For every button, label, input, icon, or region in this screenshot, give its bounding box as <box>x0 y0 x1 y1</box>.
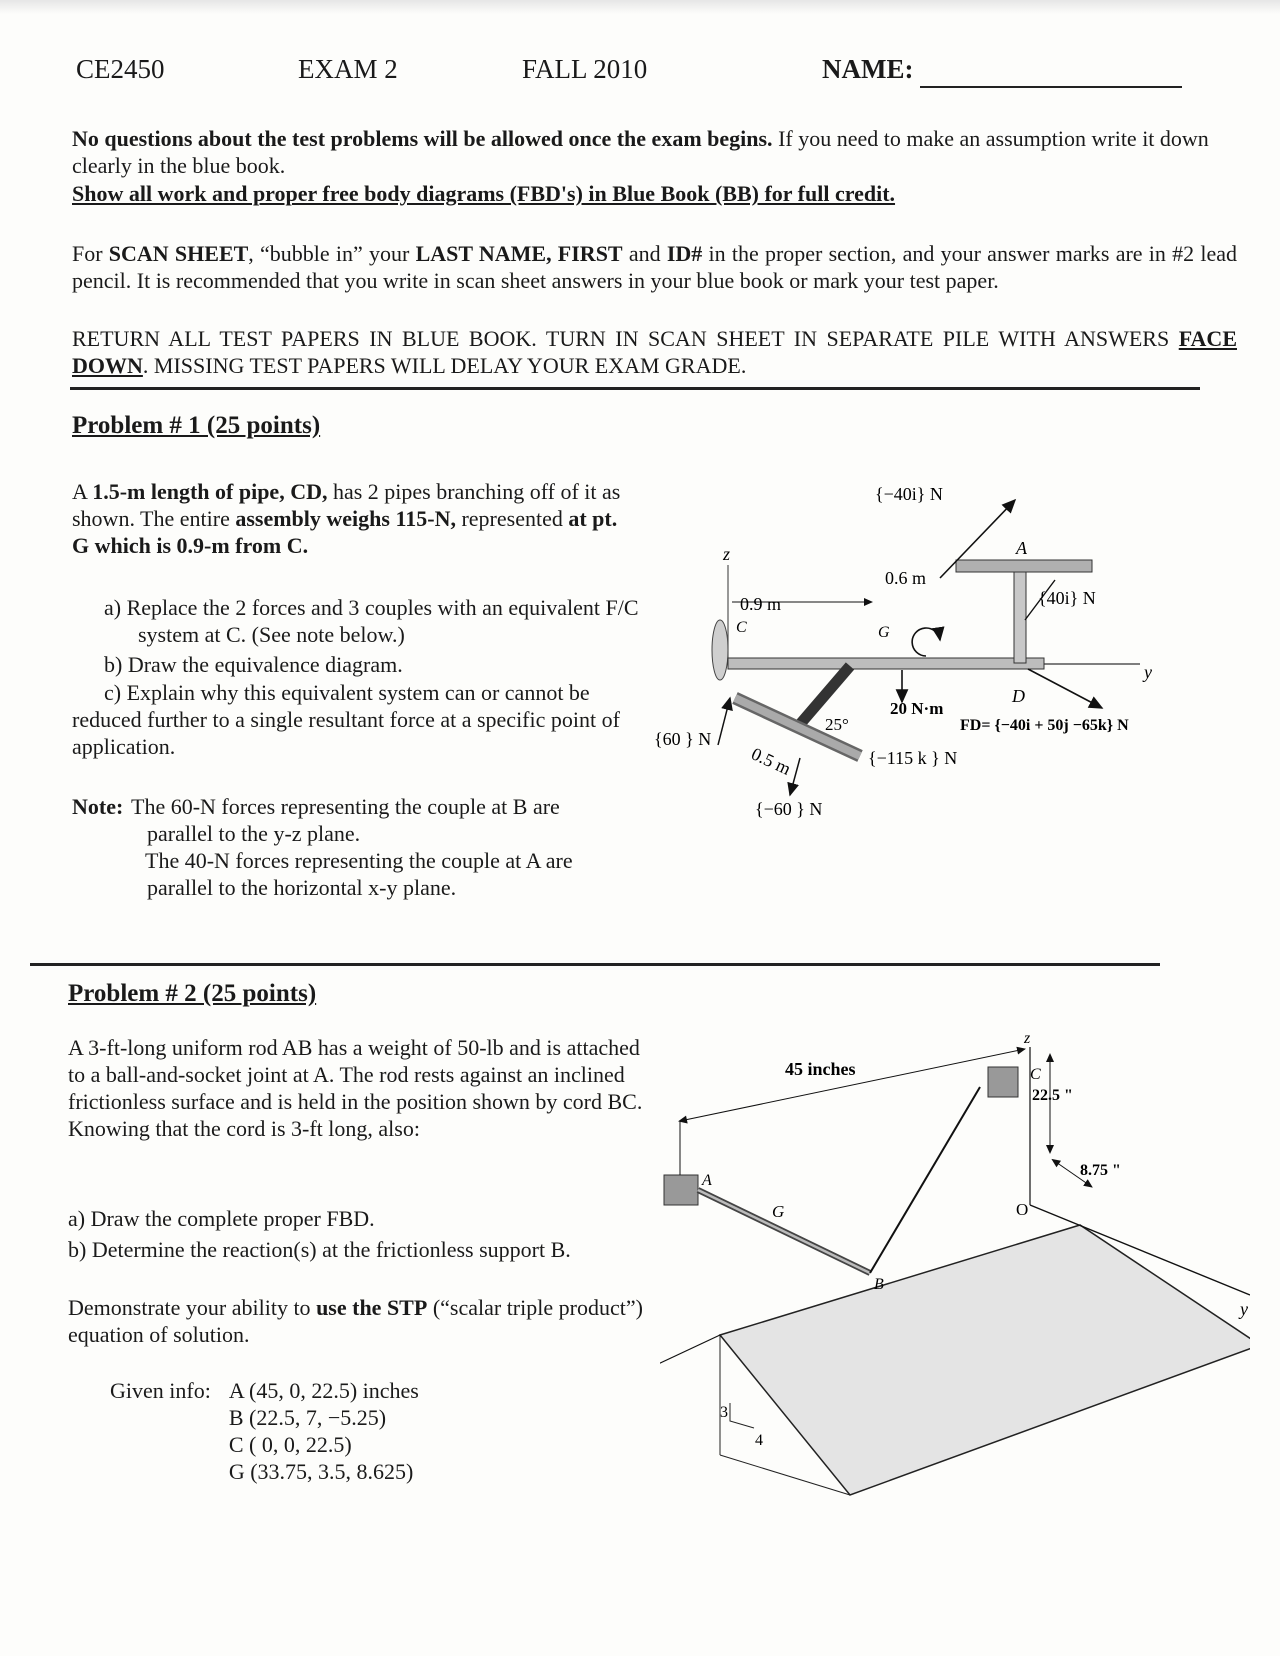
dim-22-5-label: 22.5 " <box>1032 1087 1073 1104</box>
dim-45-label: 45 inches <box>785 1059 856 1079</box>
dim-8-75-label: 8.75 " <box>1080 1162 1121 1179</box>
name-label: NAME: <box>822 54 914 84</box>
y-axis-label: y <box>1240 1299 1248 1319</box>
force-fd-arrow <box>1028 669 1102 708</box>
problem-1-item-a: a) Replace the 2 forces and 3 couples with an equivalent F/C system at C. (See note below.) <box>104 595 639 647</box>
problem-2-item-a: a) Draw the complete proper FBD. <box>68 1206 375 1231</box>
point-o-label: O <box>1016 1200 1029 1219</box>
point-c-label: C <box>736 619 747 636</box>
problem-1-item-b: b) Draw the equivalence diagram. <box>104 652 403 677</box>
force-b-up <box>718 698 730 745</box>
given-a: A (45, 0, 22.5) inches <box>228 1378 419 1403</box>
point-a-label: A <box>1016 538 1027 558</box>
given-label: Given info: <box>110 1378 211 1403</box>
problem-1-title: Problem # 1 (25 points) <box>72 412 321 439</box>
pipe-vertical-a <box>1014 568 1026 663</box>
dim-0-6m: 0.6 m <box>885 568 927 588</box>
problem-2-title: Problem # 2 (25 points) <box>68 980 317 1007</box>
cord-bc <box>870 1087 980 1273</box>
moment-arrow <box>912 628 940 656</box>
force-b-up-label: {60 } N <box>654 729 712 749</box>
instructions-scan-sheet: For SCAN SHEET, “bubble in” your LAST NAME, FIRST and ID# in the proper section, and your answer marks are in #2 lead pencil. It is recommended that you write in scan sheet answers in your blue book or mark your test paper. <box>72 241 1237 293</box>
exam-term: FALL 2010 <box>522 54 648 84</box>
point-b-label: B <box>874 1276 884 1293</box>
instructions-show-work: Show all work and proper free body diagrams (FBD's) in Blue Book (BB) for full credit. <box>72 181 896 206</box>
problem-1-note-1: The 60-N forces representing the couple at B are parallel to the y-z plane. <box>131 794 560 846</box>
problem-1-note-label: Note: <box>72 794 124 819</box>
slope-3-label: 3 <box>720 1404 728 1421</box>
given-g: G (33.75, 3.5, 8.625) <box>228 1459 414 1484</box>
force-fd-label: FD= {−40i + 50j −65k} N <box>960 717 1129 734</box>
scan-artifact <box>0 0 1280 14</box>
problem-2-rod-figure <box>660 1025 1250 1515</box>
problem-1-pipe-figure <box>640 480 1240 870</box>
pipe-cd <box>728 658 1044 669</box>
moment-label: 20 N·m <box>890 699 944 718</box>
problem-1-item-c: c) Explain why this equivalent system can or cannot be reduced further to a single resultant force at a specific point of application. <box>72 680 620 759</box>
problem-1-note-2: The 40-N forces representing the couple at A are parallel to the horizontal x-y plane. <box>145 848 573 900</box>
force-a-top-label: {−40i} N <box>875 484 943 504</box>
bracket-c <box>988 1067 1018 1097</box>
problem-2-item-b: b) Determine the reaction(s) at the frictionless support B. <box>68 1237 571 1262</box>
point-g-label: G <box>772 1202 785 1221</box>
pipe-a-crossbar <box>956 560 1092 572</box>
given-b: B (22.5, 7, −5.25) <box>228 1405 387 1430</box>
problem-2-given-table <box>110 1377 419 1485</box>
dim-0-9m: 0.9 m <box>740 594 782 614</box>
weight-label: {−115 k } N <box>868 748 958 768</box>
point-c-label: C <box>1030 1066 1041 1083</box>
problem-1-intro: A 1.5-m length of pipe, CD, has 2 pipes branching off of it as shown. The entire assembly weighs 115-N, represented at pt. G which is 0.9-m from C. <box>72 479 621 558</box>
wall-flange <box>712 620 728 680</box>
problem-2-intro: A 3-ft-long uniform rod AB has a weight of 50-lb and is attached to a ball-and-socket joint at A. The rod rests against an inclined frictionless surface and is held in the position shown by cord BC. Knowing that the cord is 3-ft long, also: <box>68 1035 643 1141</box>
name-field-line[interactable] <box>920 86 1182 88</box>
given-c: C ( 0, 0, 22.5) <box>228 1432 352 1457</box>
angle-label: 25° <box>825 715 849 734</box>
slope-triangle <box>730 1403 754 1428</box>
bracket-a <box>664 1175 698 1205</box>
section-divider <box>70 387 1200 390</box>
point-a-label: A <box>702 1172 712 1189</box>
instructions-paragraph-1: No questions about the test problems will be allowed once the exam begins. If you need to make an assumption write it down clearly in the blue book. <box>72 126 1209 178</box>
force-a-right-label: {40i} N <box>1038 588 1096 608</box>
x-axis <box>660 1335 720 1365</box>
course-code: CE2450 <box>76 54 165 84</box>
inclined-plane <box>720 1225 1250 1495</box>
section-divider-2 <box>30 963 1160 966</box>
y-axis-label: y <box>1144 662 1152 682</box>
force-b-down-label: {−60 } N <box>755 799 823 819</box>
point-g-label: G <box>878 624 890 641</box>
z-axis-label: z <box>723 544 731 564</box>
problem-2-stp: Demonstrate your ability to use the STP (“scalar triple product”) equation of solution. <box>68 1295 643 1347</box>
instructions-return: RETURN ALL TEST PAPERS IN BLUE BOOK. TURN IN SCAN SHEET IN SEPARATE PILE WITH ANSWERS FACE DOWN. MISSING TEST PAPERS WILL DELAY YOUR EXAM GRADE. <box>72 326 1237 378</box>
point-d-label: D <box>1012 686 1025 706</box>
z-axis-label: z <box>1024 1030 1031 1047</box>
dim-0-5m: 0.5 m <box>748 743 794 779</box>
slope-4-label: 4 <box>755 1432 763 1449</box>
exam-number: EXAM 2 <box>298 54 398 84</box>
